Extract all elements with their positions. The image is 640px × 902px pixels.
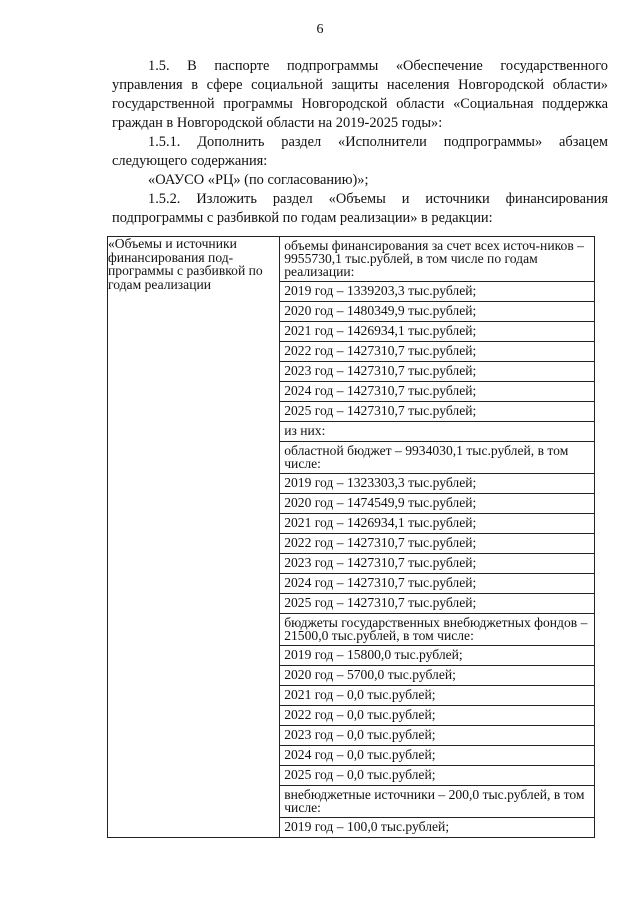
table-right-column <box>280 237 595 838</box>
table-left-label: «Объемы и источники финансирования под-программы с разбивкой по годам реализации <box>108 237 280 838</box>
financing-table <box>107 236 595 838</box>
table-row <box>108 237 595 838</box>
financing-line: 2025 год – 0,0 тыс.рублей; <box>280 766 594 786</box>
financing-line: бюджеты государственных внебюджетных фондов – 21500,0 тыс.рублей, в том числе: <box>280 614 594 646</box>
financing-line: 2019 год – 100,0 тыс.рублей; <box>284 819 450 834</box>
financing-line: из них: <box>280 422 594 442</box>
paragraph-quote: «ОАУСО «РЦ» (по согласованию)»; <box>148 172 369 188</box>
financing-line: 2019 год – 15800,0 тыс.рублей; <box>280 646 594 666</box>
financing-line: 2021 год – 0,0 тыс.рублей; <box>280 686 594 706</box>
document-body <box>112 57 608 228</box>
paragraph-1-5: 1.5. В паспорте подпрограммы «Обеспечение государственного управления в сфере социальной защиты населения Новгородской области» государственной программы Новгородской области «Социальная поддержка граждан в Новгородской области на 2019-2025 годы»: <box>112 58 608 131</box>
financing-line: 2023 год – 0,0 тыс.рублей; <box>280 726 594 746</box>
financing-line: 2019 год – 1323303,3 тыс.рублей; <box>280 474 594 494</box>
financing-line: 2019 год – 1339203,3 тыс.рублей; <box>280 282 594 302</box>
financing-line: 2020 год – 5700,0 тыс.рублей; <box>280 666 594 686</box>
financing-line: 2024 год – 0,0 тыс.рублей; <box>280 746 594 766</box>
financing-line: 2021 год – 1426934,1 тыс.рублей; <box>280 322 594 342</box>
financing-line: 2024 год – 1427310,7 тыс.рублей; <box>280 574 594 594</box>
financing-line: 2024 год – 1427310,7 тыс.рублей; <box>280 382 594 402</box>
financing-line: 2020 год – 1474549,9 тыс.рублей; <box>280 494 594 514</box>
financing-line: 2025 год – 1427310,7 тыс.рублей; <box>280 402 594 422</box>
financing-line: областной бюджет – 9934030,1 тыс.рублей, в том числе: <box>280 442 594 474</box>
financing-line: 2020 год – 1480349,9 тыс.рублей; <box>280 302 594 322</box>
financing-line: 2025 год – 1427310,7 тыс.рублей; <box>280 594 594 614</box>
financing-line: 2023 год – 1427310,7 тыс.рублей; <box>280 362 594 382</box>
financing-line: 2022 год – 1427310,7 тыс.рублей; <box>280 342 594 362</box>
page-number: 6 <box>316 22 324 37</box>
financing-line: объемы финансирования за счет всех источ-ников – 9955730,1 тыс.рублей, в том числе по годам реализации: <box>280 237 594 282</box>
financing-line: 2021 год – 1426934,1 тыс.рублей; <box>280 514 594 534</box>
financing-lines <box>280 237 594 837</box>
financing-line: 2022 год – 0,0 тыс.рублей; <box>280 706 594 726</box>
paragraph-1-5-2: 1.5.2. Изложить раздел «Объемы и источники финансирования подпрограммы с разбивкой по годам реализации» в редакции: <box>112 191 608 226</box>
financing-line: внебюджетные источники – 200,0 тыс.рублей, в том числе: <box>280 786 594 818</box>
financing-line: 2023 год – 1427310,7 тыс.рублей; <box>280 554 594 574</box>
paragraph-1-5-1: 1.5.1. Дополнить раздел «Исполнители подпрограммы» абзацем следующего содержания: <box>112 134 608 169</box>
financing-line: 2022 год – 1427310,7 тыс.рублей; <box>280 534 594 554</box>
